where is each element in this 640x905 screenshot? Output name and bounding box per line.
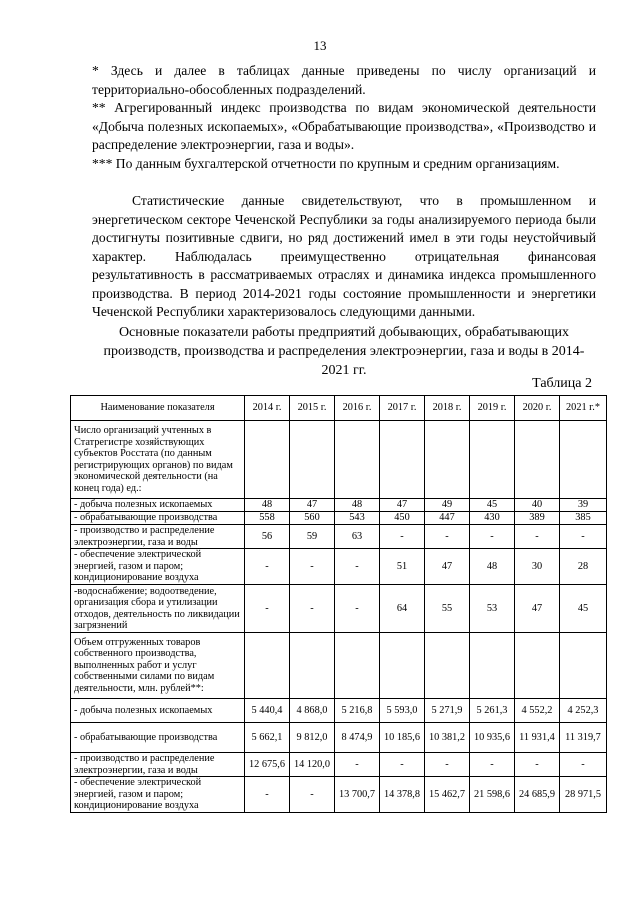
table-cell: 24 685,9	[515, 777, 560, 813]
table-cell: -	[335, 549, 380, 585]
table-row	[71, 753, 607, 777]
table-row	[71, 499, 607, 512]
table-cell: 28	[560, 549, 607, 585]
row-label: - обеспечение электрической энергией, газом и паром; кондиционирование воздуха	[71, 777, 245, 813]
table-cell: 49	[425, 499, 470, 512]
table-cell: 14 378,8	[380, 777, 425, 813]
table-cell: 560	[290, 512, 335, 525]
table-cell: 10 185,6	[380, 723, 425, 753]
table-cell: -	[335, 753, 380, 777]
table-cell: -	[470, 753, 515, 777]
row-label: - обрабатывающие производства	[71, 512, 245, 525]
table-cell	[290, 421, 335, 499]
table-cell: 12 675,6	[245, 753, 290, 777]
table-cell: 5 216,8	[335, 699, 380, 723]
table-cell: 40	[515, 499, 560, 512]
table-cell: 53	[470, 585, 515, 633]
page-number: 13	[313, 38, 327, 53]
header-year: 2021 г.*	[560, 396, 607, 421]
table-cell: 51	[380, 549, 425, 585]
table-cell: 28 971,5	[560, 777, 607, 813]
table-cell: -	[380, 525, 425, 549]
footnote-2: ** Агрегированный индекс производства по видам экономической деятельности «Добыча полезных ископаемых», «Обрабатывающие производства», «Производство и распределение электроэнергии, газа и воды».	[92, 100, 596, 152]
table-cell: 385	[560, 512, 607, 525]
table-cell: -	[290, 549, 335, 585]
table-cell: 47	[380, 499, 425, 512]
table-cell: 55	[425, 585, 470, 633]
table-cell	[425, 633, 470, 699]
row-label: - добыча полезных ископаемых	[71, 699, 245, 723]
table-cell: 543	[335, 512, 380, 525]
row-label: - производство и распределение электроэнергии, газа и воды	[71, 525, 245, 549]
table-label: Таблица 2	[532, 376, 592, 391]
table-cell: 10 381,2	[425, 723, 470, 753]
table-cell: 39	[560, 499, 607, 512]
footnote-1: * Здесь и далее в таблицах данные приведены по числу организаций и территориально-обособленных подразделений.	[92, 63, 596, 97]
table-cell: 45	[470, 499, 515, 512]
row-label: - обеспечение электрической энергией, газом и паром; кондиционирование воздуха	[71, 549, 245, 585]
table-row	[71, 699, 607, 723]
row-label: Число организаций учтенных в Статрегистре хозяйствующих субъектов Росстата (по данным регистрирующих органов) по видам экономической деятельности (на конец года) ед.:	[71, 421, 245, 499]
table-row	[71, 633, 607, 699]
table-title: Основные показатели работы предприятий добывающих, обрабатывающих производств, производства и распределения электроэнергии, газа и воды в 2014-2021 гг.	[103, 325, 585, 378]
table-cell: -	[560, 525, 607, 549]
table-row	[71, 585, 607, 633]
table-cell: 45	[560, 585, 607, 633]
row-label: - производство и распределение электроэнергии, газа и воды	[71, 753, 245, 777]
table-cell: 5 662,1	[245, 723, 290, 753]
table-cell: 14 120,0	[290, 753, 335, 777]
table-cell: 4 868,0	[290, 699, 335, 723]
header-name: Наименование показателя	[71, 396, 245, 421]
table-cell	[335, 633, 380, 699]
table-cell: 450	[380, 512, 425, 525]
table-row	[71, 777, 607, 813]
table-cell	[425, 421, 470, 499]
table-cell: 8 474,9	[335, 723, 380, 753]
table-cell: -	[470, 525, 515, 549]
table-cell	[470, 633, 515, 699]
table-cell: 13 700,7	[335, 777, 380, 813]
table-cell	[380, 421, 425, 499]
table-cell: 5 440,4	[245, 699, 290, 723]
table-cell: -	[425, 525, 470, 549]
table-cell: -	[290, 585, 335, 633]
table-cell: 63	[335, 525, 380, 549]
table-cell: 4 252,3	[560, 699, 607, 723]
table-cell: 9 812,0	[290, 723, 335, 753]
table-cell: 21 598,6	[470, 777, 515, 813]
table-row	[71, 512, 607, 525]
table-cell: 10 935,6	[470, 723, 515, 753]
table-cell: 48	[470, 549, 515, 585]
table-cell: 15 462,7	[425, 777, 470, 813]
table-cell	[515, 633, 560, 699]
table-cell: 47	[290, 499, 335, 512]
table-cell: 48	[335, 499, 380, 512]
table-cell: 4 552,2	[515, 699, 560, 723]
header-year: 2015 г.	[290, 396, 335, 421]
table-cell: 5 271,9	[425, 699, 470, 723]
header-year: 2018 г.	[425, 396, 470, 421]
body-paragraph: Статистические данные свидетельствуют, что в промышленном и энергетическом секторе Чеченской Республики за годы анализируемого периода были достигнуты позитивные сдвиги, но ряд достижений имел в эти годы неустойчивый характер. Наблюдалась преимущественно отрицательная финансовая результативность в рассматриваемых отраслях и динамика индекса промышленного производства. В период 2014-2021 годы состояние промышленности и энергетики Чеченской Республики характеризовалось следующими данными.	[92, 193, 596, 319]
row-label: - обрабатывающие производства	[71, 723, 245, 753]
table-cell: 11 319,7	[560, 723, 607, 753]
header-year: 2016 г.	[335, 396, 380, 421]
table-cell: -	[245, 585, 290, 633]
table-cell: 558	[245, 512, 290, 525]
table-cell: -	[380, 753, 425, 777]
table-cell: 56	[245, 525, 290, 549]
table-cell	[335, 421, 380, 499]
table-cell: 30	[515, 549, 560, 585]
table-cell: -	[290, 777, 335, 813]
indicators-table	[70, 395, 607, 813]
header-year: 2017 г.	[380, 396, 425, 421]
table-row	[71, 549, 607, 585]
table-cell	[380, 633, 425, 699]
header-year: 2020 г.	[515, 396, 560, 421]
header-year: 2014 г.	[245, 396, 290, 421]
table-cell: -	[560, 753, 607, 777]
table-row	[71, 421, 607, 499]
table-cell	[245, 633, 290, 699]
row-label: -водоснабжение; водоотведение, организация сбора и утилизации отходов, деятельность по ликвидации загрязнений	[71, 585, 245, 633]
table-cell: 48	[245, 499, 290, 512]
table-cell: -	[245, 777, 290, 813]
table-row	[71, 723, 607, 753]
table-cell: -	[335, 585, 380, 633]
table-cell: 447	[425, 512, 470, 525]
footnote-3: *** По данным бухгалтерской отчетности по крупным и средним организациям.	[92, 156, 560, 171]
table-cell: -	[245, 549, 290, 585]
row-label: - добыча полезных ископаемых	[71, 499, 245, 512]
table-cell	[560, 633, 607, 699]
table-cell: -	[425, 753, 470, 777]
table-cell: -	[515, 525, 560, 549]
table-cell: 389	[515, 512, 560, 525]
table-cell	[515, 421, 560, 499]
table-row	[71, 525, 607, 549]
table-cell: 47	[515, 585, 560, 633]
table-cell: 64	[380, 585, 425, 633]
table-cell	[470, 421, 515, 499]
table-cell: 47	[425, 549, 470, 585]
table-cell: 59	[290, 525, 335, 549]
table-cell	[245, 421, 290, 499]
header-year: 2019 г.	[470, 396, 515, 421]
table-cell: 11 931,4	[515, 723, 560, 753]
table-cell	[560, 421, 607, 499]
table-cell: 430	[470, 512, 515, 525]
table-cell: 5 593,0	[380, 699, 425, 723]
table-header-row	[71, 396, 607, 421]
table-cell: -	[515, 753, 560, 777]
row-label: Объем отгруженных товаров собственного производства, выполненных работ и услуг собственными силами по видам деятельности, млн. рублей**:	[71, 633, 245, 699]
table-cell	[290, 633, 335, 699]
table-cell: 5 261,3	[470, 699, 515, 723]
